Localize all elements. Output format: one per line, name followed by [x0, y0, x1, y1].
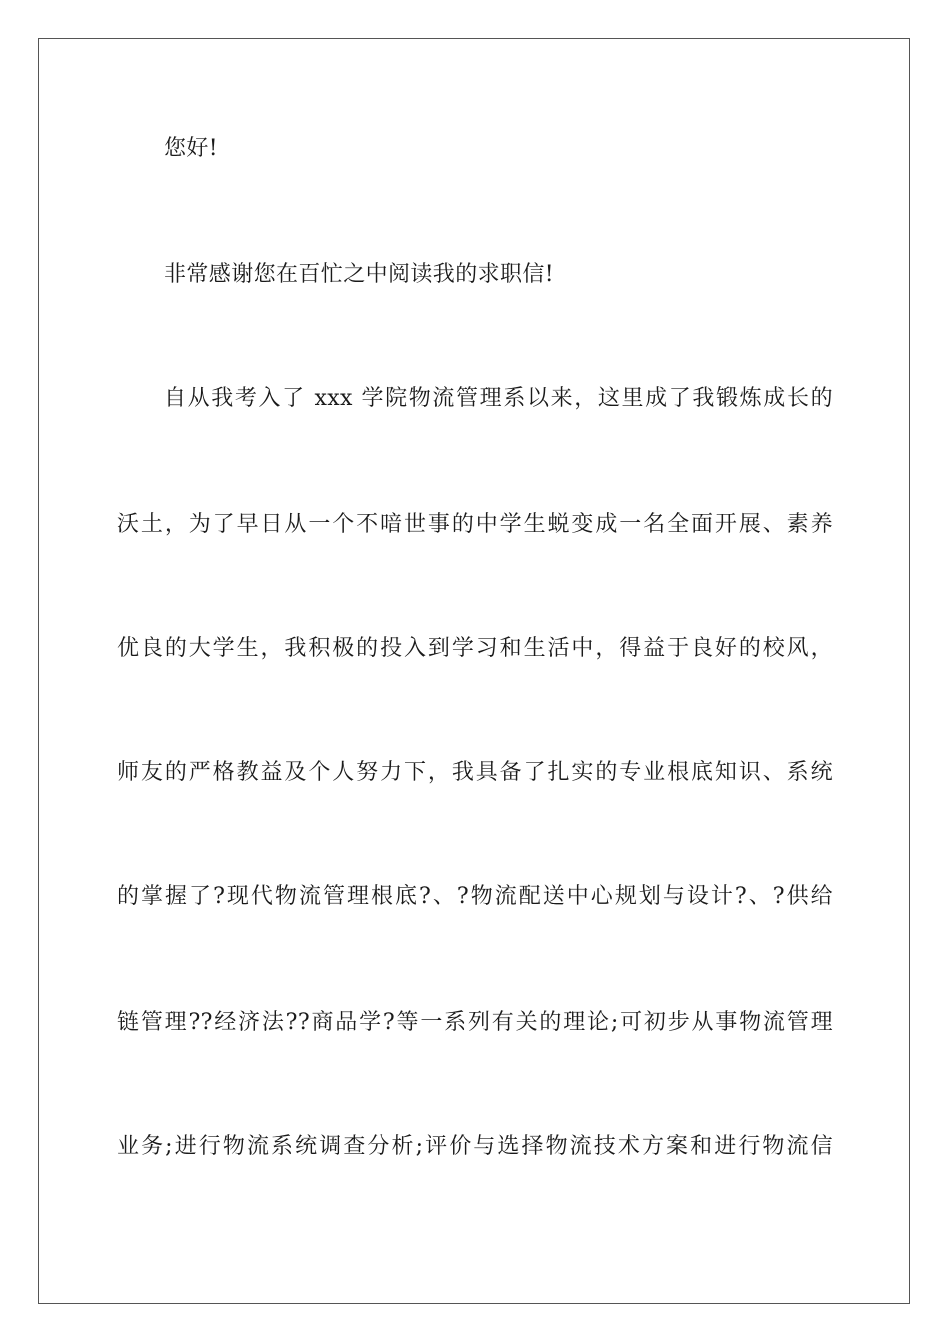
paragraph-thanks: 非常感谢您在百忙之中阅读我的求职信!	[164, 262, 555, 287]
paragraph-line-1: 自从我考入了 xxx 学院物流管理系以来，这里成了我锻炼成长的	[164, 386, 833, 411]
paragraph-line-3: 优良的大学生，我积极的投入到学习和生活中，得益于良好的校风，	[117, 636, 833, 661]
paragraph-line-5: 的掌握了?现代物流管理根底?、?物流配送中心规划与设计?、?供给	[117, 884, 833, 909]
paragraph-line-6: 链管理??经济法??商品学?等一系列有关的理论;可初步从事物流管理	[117, 1010, 833, 1035]
paragraph-line-7: 业务;进行物流系统调查分析;评价与选择物流技术方案和进行物流信	[117, 1134, 833, 1159]
paragraph-line-2: 沃土，为了早日从一个不喑世事的中学生蜕变成一名全面开展、素养	[117, 512, 833, 537]
greeting-text: 您好!	[164, 136, 219, 161]
page-border	[38, 38, 910, 1304]
paragraph-line-4: 师友的严格教益及个人努力下，我具备了扎实的专业根底知识、系统	[117, 760, 833, 785]
